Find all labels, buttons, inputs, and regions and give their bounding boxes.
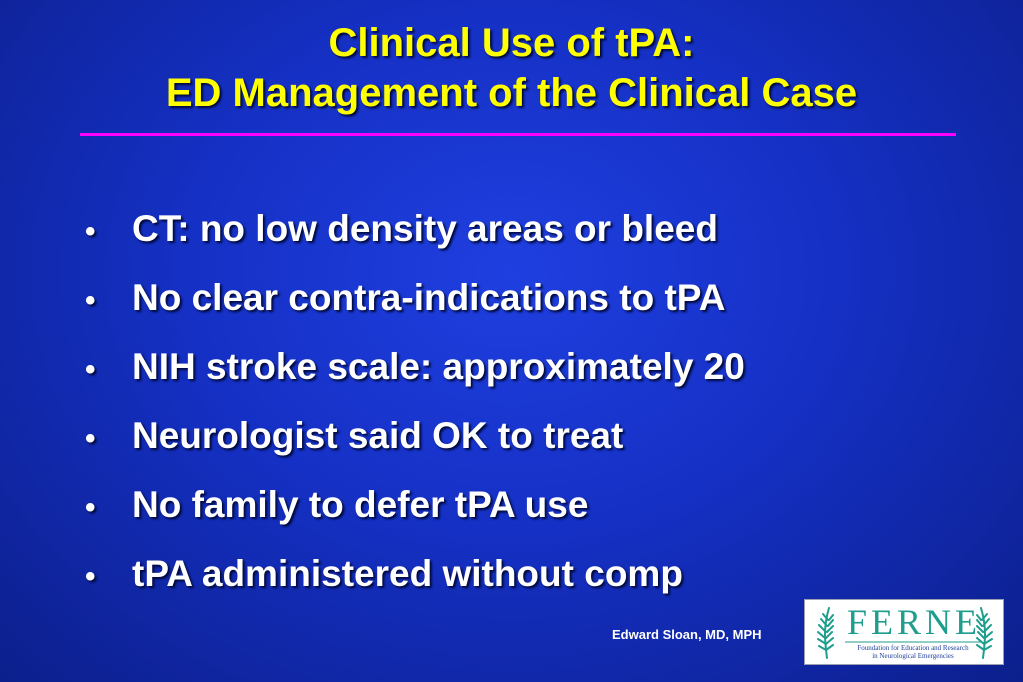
bullet-list — [85, 196, 745, 610]
bullet-text: CT: no low density areas or bleed — [132, 208, 718, 249]
bullet-icon: • — [85, 353, 96, 386]
title-line-2: ED Management of the Clinical Case — [165, 71, 858, 115]
bullet-item — [85, 334, 745, 403]
title-underline — [80, 133, 956, 136]
bullet-icon: • — [85, 491, 96, 524]
bullet-item — [85, 541, 745, 610]
logo-subtitle — [845, 644, 981, 660]
logo-subtitle-line-2: in Neurological Emergencies — [872, 652, 954, 660]
author-credit: Edward Sloan, MD, MPH — [612, 627, 762, 642]
logo-wordmark: FERNE — [847, 602, 982, 642]
bullet-icon: • — [85, 284, 96, 317]
bullet-icon: • — [85, 215, 96, 248]
bullet-icon: • — [85, 422, 96, 455]
bullet-icon: • — [85, 560, 96, 593]
logo-subtitle-line-1: Foundation for Education and Research — [857, 644, 969, 652]
bullet-item — [85, 472, 745, 541]
bullet-text: NIH stroke scale: approximately 20 — [132, 346, 745, 387]
title-line-1: Clinical Use of tPA: — [328, 21, 695, 65]
bullet-text: Neurologist said OK to treat — [132, 415, 624, 456]
bullet-item — [85, 403, 745, 472]
bullet-text: No family to defer tPA use — [132, 484, 589, 525]
slide-title — [0, 18, 1023, 118]
bullet-item — [85, 265, 745, 334]
bullet-item — [85, 196, 745, 265]
ferne-logo — [804, 599, 1004, 665]
bullet-text: tPA administered without comp — [132, 553, 683, 594]
bullet-text: No clear contra-indications to tPA — [132, 277, 726, 318]
